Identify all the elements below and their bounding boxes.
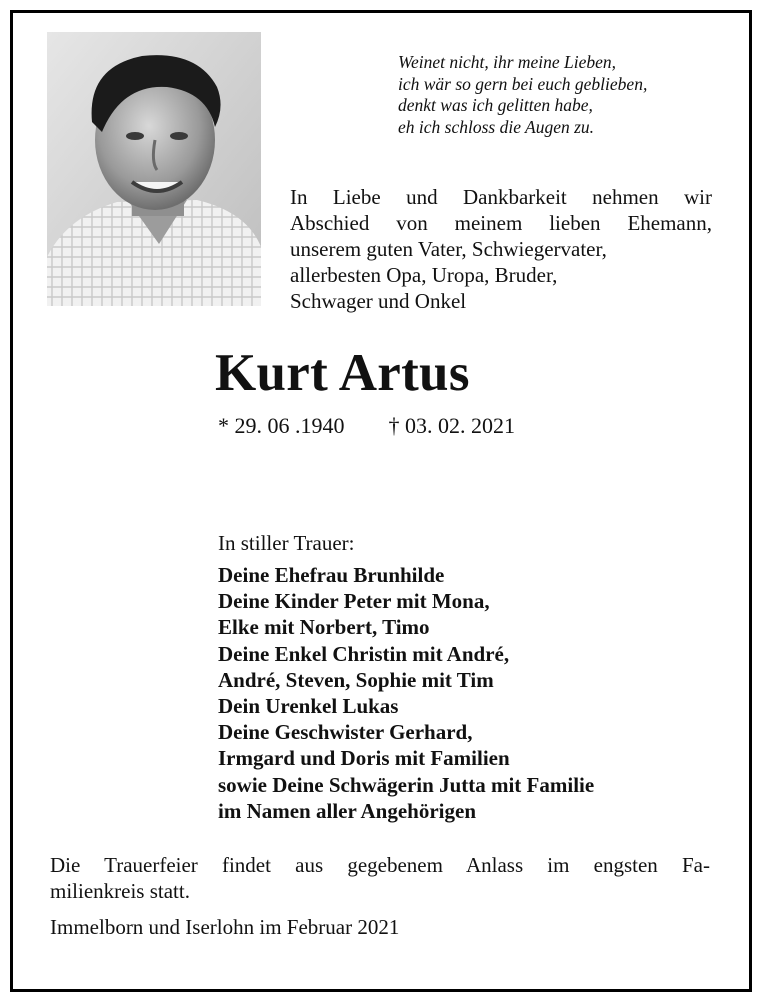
intro-line: In Liebe und Dankbarkeit nehmen wir bbox=[290, 185, 712, 209]
mourning-heading: In stiller Trauer: bbox=[218, 531, 355, 555]
intro-line: Schwager und Onkel bbox=[290, 289, 467, 313]
portrait-photo bbox=[47, 32, 261, 306]
mourner-line: André, Steven, Sophie mit Tim bbox=[218, 667, 494, 692]
birth-date: * 29. 06 .1940 bbox=[218, 413, 345, 438]
poem-line: ich wär so gern bei euch geblieben, bbox=[398, 73, 648, 94]
intro-text bbox=[290, 184, 712, 314]
poem-line: Weinet nicht, ihr meine Lieben, bbox=[398, 52, 617, 72]
mourner-line: Deine Kinder Peter mit Mona, bbox=[218, 589, 490, 614]
intro-line: Abschied von meinem lieben Ehemann, bbox=[290, 211, 712, 235]
death-date: † 03. 02. 2021 bbox=[388, 413, 515, 438]
deceased-name: Kurt Artus bbox=[215, 344, 470, 402]
mourner-line: Deine Enkel Christin mit André, bbox=[218, 641, 510, 666]
poem bbox=[398, 52, 647, 138]
notice-line: milienkreis statt. bbox=[50, 879, 190, 903]
mourner-line: Deine Geschwister Gerhard, bbox=[218, 720, 473, 745]
mourner-line: Dein Urenkel Lukas bbox=[218, 694, 399, 719]
mourner-line: Irmgard und Doris mit Familien bbox=[218, 746, 510, 771]
life-dates bbox=[218, 412, 515, 440]
mourner-line: Elke mit Norbert, Timo bbox=[218, 615, 430, 640]
intro-line: allerbesten Opa, Uropa, Bruder, bbox=[290, 263, 558, 287]
poem-line: denkt was ich gelitten habe, bbox=[398, 95, 593, 115]
mourner-line: im Namen aller Angehörigen bbox=[218, 798, 477, 823]
mourner-line: Deine Ehefrau Brunhilde bbox=[218, 563, 445, 587]
notice-line: Die Trauerfeier findet aus gegebenem Anlass im engsten Fa- bbox=[50, 853, 710, 877]
intro-line: unserem guten Vater, Schwiegervater, bbox=[290, 237, 607, 261]
place-and-date: Immelborn und Iserlohn im Februar 2021 bbox=[50, 915, 400, 939]
mourners-list bbox=[218, 562, 594, 824]
funeral-notice bbox=[50, 852, 710, 904]
poem-line: eh ich schloss die Augen zu. bbox=[398, 116, 595, 137]
mourner-line: sowie Deine Schwägerin Jutta mit Familie bbox=[218, 772, 595, 797]
